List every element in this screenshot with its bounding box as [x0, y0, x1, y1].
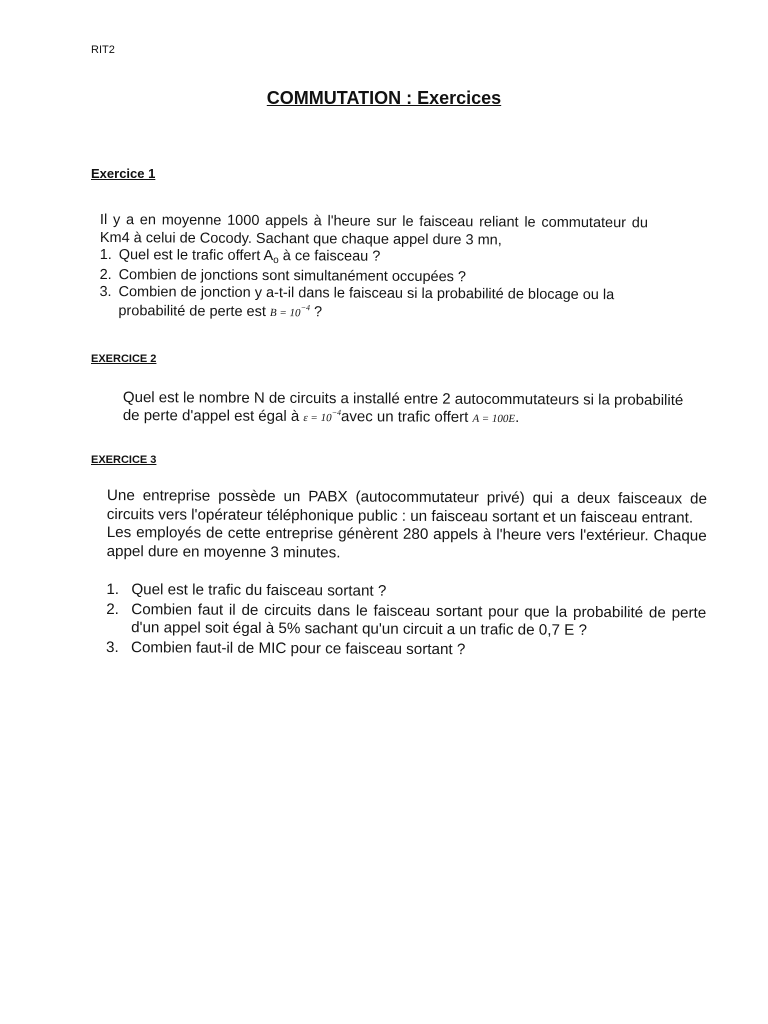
offered-traffic-formula: A = 100E: [472, 413, 516, 426]
question-text: Combien faut-il de MIC pour ce faisceau sortant ?: [130, 638, 466, 659]
exercise-3-intro-1: Une entreprise possède un PABX (autocommutateur privé) qui a deux faisceaux de circuits vers l'opérateur téléphonique public : un faisceau sortant et un faisceau entrant.: [106, 487, 707, 527]
exercise-2-text-mid: avec un trafic offert: [340, 408, 473, 427]
exponent: −4: [300, 303, 311, 313]
question-number: 3.: [105, 638, 119, 656]
document-title: COMMUTATION : Exercices: [266, 88, 502, 108]
exercise-2-body: [123, 389, 701, 429]
question-text: Quel est le trafic offert A: [118, 247, 274, 265]
question-number: 3.: [99, 284, 112, 301]
question-number: 1.: [106, 581, 120, 599]
question-number: 2.: [99, 266, 112, 283]
question-number: 1.: [99, 247, 112, 264]
blocking-probability-formula: B = 10: [269, 306, 301, 320]
exercise-3-intro-2: Les employés de cette entreprise génèrent 280 appels à l'heure vers l'extérieur. Chaque appel dure en moyenne 3 minutes.: [106, 524, 707, 562]
exercise-1-question-3: [99, 284, 647, 324]
loss-probability-formula: ε = 10: [303, 412, 332, 425]
question-text: Combien de jonctions sont simultanément occupées ?: [118, 266, 467, 285]
question-number: 2.: [106, 600, 119, 618]
exercise-1-intro: Il y a en moyenne 1000 appels à l'heure sur le faisceau reliant le commutateur du Km4 à celui de Cocody. Sachant que chaque appel dure 3 mn,: [99, 212, 648, 249]
exercise-2-text: Quel est le nombre N de circuits a installé entre 2 autocommutateurs si la probabilité de perte d'appel est égal à: [122, 389, 684, 426]
exercise-2-text-end: .: [515, 409, 520, 427]
question-text-end: ?: [309, 304, 323, 321]
question-text: Quel est le trafic du faisceau sortant ?: [131, 581, 387, 600]
exercise-3-heading: EXERCICE 3: [91, 454, 157, 466]
exercise-1-questions: [99, 247, 647, 324]
question-text: Combien de jonction y a-t-il dans le faisceau si la probabilité de blocage ou la probabilité de perte est: [118, 284, 615, 320]
exercise-3-question-1: [106, 581, 706, 603]
document-code: RIT2: [91, 44, 115, 56]
exponent: −4: [331, 408, 342, 418]
question-text-end: à ce faisceau ?: [278, 248, 381, 266]
exercise-3-question-3: [106, 639, 706, 661]
exercise-1-heading: Exercice 1: [91, 166, 156, 181]
exercise-1-body: [99, 212, 648, 324]
exercise-3-questions: [106, 581, 706, 661]
subscript: o: [273, 255, 279, 267]
exercise-3-question-2: [106, 601, 706, 642]
question-text: Combien faut il de circuits dans le faisceau sortant pour que la probabilité de perte d'un appel soit égal à 5% sachant qu'un circuit a un trafic de 0,7 E ?: [131, 600, 707, 640]
exercise-2-heading: EXERCICE 2: [91, 353, 157, 365]
exercise-3-body: [106, 487, 707, 662]
